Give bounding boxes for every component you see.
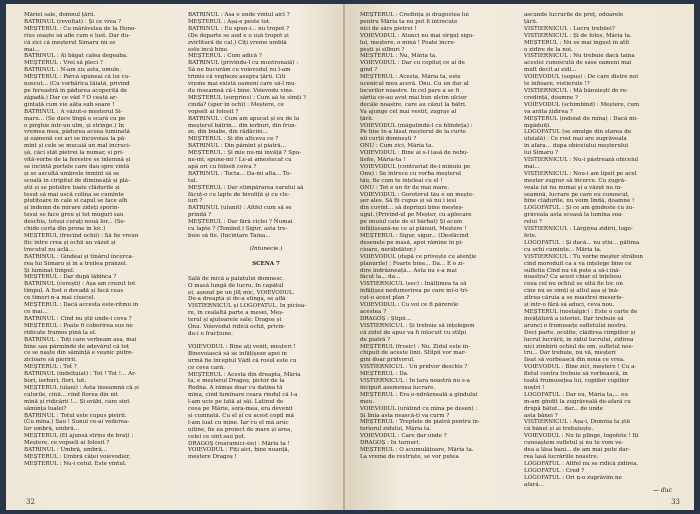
text-line: zitrea căruia a se noastrei meserie- [524, 295, 624, 302]
text-line: Va ajunge cel mai vestit, zugrav al [360, 108, 457, 115]
text-line: VOIEVODUL : Fiți aici, bine nuanță, [188, 447, 290, 454]
text-line: relui ? [524, 219, 542, 226]
text-line: arunci o frumusețe sufletului nostru. [524, 322, 628, 329]
text-line: bine clădurile, nu voim lîndă, doamne ! [524, 198, 635, 205]
text-line: BĂTRÎNUL : Toți care verbeam asa, mai [24, 336, 137, 343]
left-page-column-2 [188, 12, 344, 496]
text-line: VISTIERNICUL : Așa-i, Domnia ta știi [524, 419, 630, 426]
text-line: du înseamnă că-i bine. Voievodu vine. [188, 87, 294, 94]
text-line: și într-o fără să aduci, ceva nou. [524, 302, 615, 309]
text-line: ce mai... [24, 308, 48, 315]
text-line: Pe tine te-a lăsat meșterul de la curte [360, 129, 466, 136]
text-line: grăveala asta scoasă la lumina soa- [524, 212, 624, 219]
text-line: teriorul zidului, Măria ta. [360, 426, 432, 433]
text-line: o zidire de la noi. [524, 46, 573, 53]
text-line: MEȘTERUL (nostalgic) : Este o carte de [524, 308, 638, 315]
text-line: șă, căci stăt pietrei la numar, si pri- [24, 150, 124, 157]
text-line: VISTIERNICUL (sec) : Înălțimea ta să [360, 281, 467, 288]
text-line: că zidul de apus va fi înlocuit cu stîlpi [360, 329, 467, 336]
text-line: LOGOFĂTUL (se smulge din starea de [524, 129, 632, 136]
text-line: VOIEVODUL (schimbînd) : Meștere, cum [524, 101, 640, 108]
text-line: apă ori cu folosit ceiva ? [188, 163, 257, 170]
text-line: lucrul lucrării, în zidul lucrului, zidirea [524, 336, 634, 343]
text-line: sămînța lualei? [24, 405, 67, 412]
text-line: veala lui nu numai și a văzut nu în- [524, 184, 623, 191]
text-line: va arăta zidirea ? [524, 108, 573, 115]
text-line: DRAGOȘ : Știpii... [360, 315, 411, 322]
text-line: MEȘTERUL : Nu, Măria ta. [360, 53, 437, 60]
text-line: BĂTRÎNUL : Asa e unde vîntul aici ? [188, 12, 290, 18]
text-line: BĂTRÎNUL (cerești) : Așa am crezut tot [24, 281, 136, 288]
text-line: deschis, totuși curați nouă lor... (Se- [24, 219, 126, 226]
text-line: acestei cunoscută de sase oameni mai [524, 60, 632, 67]
text-line: BĂTRÎNUL (ulunit) : Altfel cum să se [188, 205, 292, 212]
text-line: VOIEVODUL : Bine ai s-l iasă de nebu- [360, 150, 469, 157]
text-line: MEȘTERUL : Cu mărăvelea de la Hono- [24, 25, 137, 32]
text-line: VOIEVODUL : Cu voi ce fi părerele [360, 302, 459, 309]
text-line: MEȘTERUL : Așa-e peste tot. [188, 18, 271, 25]
text-line: MEȘTERUL : Dar stimpărarea varului aă [188, 184, 304, 191]
text-line: du-i o fracțiune. [188, 330, 233, 337]
text-line: re, în cealaltă parte a mesei, Meș- [188, 310, 284, 317]
text-line: încipuit asemenea lucrare. [360, 384, 436, 391]
text-line: MEȘTERUL : Treptele de piatră pentru în- [360, 419, 480, 426]
text-line: înfățișează-ne ce ai plănuit, Meștere ! [360, 226, 467, 233]
text-line: MEȘTERUL : Tot ? [24, 364, 77, 371]
text-line: VOIEVODUL : Nu te plînge, logofete ! Iți [524, 433, 639, 440]
text-line: VISTIERNICUL : Tu vorbe meșter străbun [524, 253, 643, 260]
text-line: VOIEVODUL : Dar cu copiluț ce ai de [360, 60, 465, 67]
text-line: ce timeri n-a mai ciuecel. [24, 295, 96, 302]
text-line: ridicate frumos pînă la el. [24, 329, 97, 336]
text-line: ascunde lucrurile de preț, odoarele [524, 12, 624, 18]
text-line: MEȘTERUL : Și din altceva ce ? [188, 136, 279, 143]
text-line: zvîrlitură de cal.) Cîți vreme umblă [188, 39, 287, 46]
text-line: țării. [360, 115, 374, 122]
text-line: iuri ? [188, 198, 203, 205]
text-line: din cuvînt... să deprinzi bine meșteș- [360, 205, 464, 212]
text-line: MEȘTERUL : Dar fără ciclei ? Numai [188, 219, 293, 226]
text-line: Să ne bucurăm cu voievodul nu l-am [188, 67, 291, 74]
text-line: BĂTRÎNUL : Tocta... Da-mi alta... To- [188, 170, 292, 177]
text-line: meșterul bătrîn... din ierburi, din frun- [188, 122, 297, 129]
text-line: este încă bine. [188, 46, 229, 53]
text-line: nici de sărs pietrei ! [360, 25, 417, 32]
text-line: BĂTRÎNUL : Din pămînt și piatră... [188, 143, 286, 150]
text-line: ze, din boabe, din rădăcini... [188, 129, 268, 136]
left-page [6, 4, 350, 510]
text-line: mai... [24, 46, 40, 53]
text-line: La vreme de restrîște, se vor putea [360, 454, 459, 460]
text-line: și oamenii cei ari se încovoiau la pă- [24, 136, 127, 143]
text-line: acestea ? [360, 308, 387, 315]
text-line: VISTIERNICUL : Nu trebuie dacă taina [524, 53, 635, 60]
text-line: cu lapte ? (Tomind.) Sigur, asta tre- [188, 226, 288, 233]
text-line: se încîntă portele care dau spre vîntă [24, 163, 130, 170]
right-page-column-2 [524, 12, 680, 496]
text-line: celei ce sînt sau pot. [188, 433, 246, 440]
text-line: fletul contra trebuie să vorbească, în [524, 371, 628, 378]
text-line: BĂTRÎNUL : Totul este cupus pieirii. [24, 412, 127, 419]
text-line: prindă ? [188, 212, 212, 219]
text-line: trimis că vegheze asupra țării. Cîti [188, 74, 286, 81]
text-line: gini doar pridvorul. [360, 357, 415, 364]
text-line: cine nu se simți și altul așa și înă- [524, 288, 619, 295]
text-line: chipuit de aceste linii. Stîlpii vor mar- [360, 350, 467, 357]
text-line: cioare, nerăbdător.) [360, 246, 416, 253]
text-line: LOGOFĂTUL : Și ce am gîndeste cu zu- [524, 205, 635, 212]
text-line: în afara... dupa obiceiului meșterului [524, 143, 629, 150]
text-line: MEȘTERUL : Nu-i cetul. Este vîntul. [24, 460, 127, 467]
text-line: l-am ucis pe tată ai săi. Latinul de [188, 399, 284, 406]
text-line: pe onuiul cate de el bărbat) Și acum [360, 219, 463, 226]
text-line: meșter zugrav să încerce. Cu zugră- [524, 177, 626, 184]
text-line: ceea pe Mărie, sora-mea, era devenit [188, 406, 293, 413]
text-line: de piatră ? [360, 336, 391, 343]
text-line: BĂTRÎNUL : N-am zis asta, omule. [24, 67, 122, 74]
text-line: DRAGOȘ : În turnuri. [360, 440, 421, 447]
text-line: BĂTRÎNUL : Ai băgat calea degeaba. [24, 53, 128, 60]
text-line: ne-mi, spune-mi ! Le-ai amestecat cu [188, 157, 292, 164]
text-line: VISTIERNICUL : Lărgirea zidirii, logo- [524, 226, 633, 233]
page-number-left: 32 [26, 498, 35, 506]
text-line: mînt și cele se mucaiă un mal încruci- [24, 143, 131, 150]
text-line: învățătură a istoriei. Dar trebuie să [524, 315, 624, 322]
text-line: MEȘTERUL : Cum adică ? [188, 53, 262, 60]
text-line: noastra? Cu acest chiar el înțelesu [524, 274, 622, 281]
text-line: MEȘTERUL : O acumulătoare, Măria ta. [360, 447, 474, 454]
text-line: DRAGOȘ (rearamici-sîe) : Măria ta ! [188, 440, 290, 447]
text-line: mînă și ridicării !... Și orăbi, care sînt [24, 398, 130, 405]
text-line: VOIEVODUL : Bine zici, meștere ! Cu a- [524, 364, 637, 371]
text-line: dea a lăsa bani... de am mai pute dar- [524, 447, 631, 454]
text-line: Sală de mică a palatului domnesc. [188, 275, 285, 282]
text-line: fiic între crea și ochii au văzut și [24, 239, 116, 246]
text-line: mai... [524, 163, 540, 170]
text-line: vreme mai există oameni care să-l mu- [188, 81, 297, 88]
text-line: VOIEVODUL (contrariat de-i mînuiu pe [360, 163, 471, 170]
text-line: LOGOFĂTUL : Ori n-o zugrăvim ne [524, 474, 622, 481]
text-line: timpul. A fost o dovadă și facă ceas [24, 288, 124, 295]
text-line: uitîne, fie ea proiect de mare și area, [188, 426, 293, 433]
text-line: o pîrghie într-un ulm, și strînge.) În [24, 122, 124, 129]
text-line: planurile) : Foarte bine... Da... E o zi- [360, 260, 465, 267]
text-line: BĂTRÎNUL : Cînd nu știi unde-i ceva ? [24, 315, 132, 322]
text-line: meștere Dragoș ! [188, 454, 237, 461]
text-line: rea lasă lucrăriile noastre. [524, 454, 599, 460]
text-line: MEȘTERUL : Sigur, sigur... (Desfăcînd [360, 233, 469, 239]
text-line: că zici că meșterul Simaru nu se [24, 39, 116, 46]
text-line: BĂTRÎNUL : Cum am apucat și eu de la [188, 115, 300, 122]
text-line: Onu. Voievodul ridică ochii, privin- [188, 324, 286, 331]
text-line: ugul. (Privind-ul pe Meșter, cu aplecare [360, 212, 472, 219]
text-line: noștri ! [524, 384, 545, 391]
text-line: cunoaștem sufletul și nu te vom ve- [524, 440, 624, 447]
text-line: rius osaște să afle cum e lust. Dar du- [24, 32, 131, 39]
text-line: ONU : Cum zici, Măria ta. [360, 143, 434, 150]
text-line: SCENA 7 [252, 260, 280, 267]
text-line: pești și sîlburi ? [360, 46, 405, 53]
text-line: VOIEVODUL : Care dar unde ? [360, 433, 447, 440]
text-line: și cumnată. Cu el și cu acest copil mă [188, 412, 294, 419]
text-line: Iisat să vorbească din noua ce vrea. [524, 357, 625, 364]
page-turn-catchword: — duc [653, 487, 672, 494]
text-line: BĂTRÎNUL (îndeltuiat) : Tot ! Tot !... Ar- [24, 371, 137, 378]
text-line: gintată cum vie aăta sub soare ! [24, 101, 115, 108]
text-line: BĂTRÎNUL : Gîndeai și tînărul încerca- [24, 253, 134, 260]
text-line: pentru Măria ta nu pot fi întrecute [360, 18, 458, 25]
text-line: ucenicul meu aceră. Onu. Cu un dar al [360, 81, 469, 88]
text-line: De-a dreapta și de-a stînga, se află [188, 296, 286, 303]
text-line: urmă fie începtul Vădi că rosul este cu [188, 357, 297, 364]
text-line: VOIEVODUL : Gorotorul tău e un mește- [360, 191, 475, 198]
text-line: MEȘTERUL : Umbră căței voievodier, [24, 454, 131, 460]
text-line: înfățișez nedumerirea pe care mi-o tri- [360, 288, 469, 295]
text-line: și se ascultă umbrele înmînt să se [24, 170, 120, 177]
text-line: (Cu mîna.) Sau ! Sunui ce-ai vederea- [24, 419, 130, 426]
text-line: MEȘTERUL : Nu se mai îngust în atît [524, 39, 630, 46]
text-line: BĂTRÎNUL : A văzut-o meșterul Si- [24, 108, 123, 115]
text-line: ce ceva cară. [188, 364, 225, 371]
text-line: VISTIERNICUL și LOGOFĂTUL. În picioa- [188, 303, 307, 310]
text-line: MEȘTERUL : Acesta din dreapta, Măria [188, 371, 301, 378]
text-line: MEȘTERUL : Dacă accesta este-ritmu în [24, 302, 139, 309]
text-line: decăle noastre, care au căzut la bătrî. [360, 101, 467, 108]
text-line: uluială) : Ce rost mai are zugrăveala [524, 136, 627, 143]
text-line: Deci parte, ocolite, clădirea cîmpiilor și [524, 329, 636, 336]
text-line: MEȘTERUL : Vrei să pleci ? [24, 60, 103, 67]
text-line: MEȘTERUL (îndoiat de mîna) : Dacă mi- [524, 115, 638, 122]
text-line: lui, meștere, o mînă ! Poate încre- [360, 39, 456, 46]
text-line: chide certa din prone în loc.) [24, 226, 106, 233]
text-line: BĂTRÎNUL (revoltat) : Și ce vrea ? [24, 18, 122, 25]
text-line: meu. [360, 398, 374, 405]
text-line: bine sau părmînde de adevărul că tot [24, 343, 130, 350]
text-line: mîna, cînd lumînare ceara rîndul că l-a [188, 392, 298, 399]
text-line: tru... Dar trebuie, nu vă, meșteri [524, 350, 616, 357]
text-line: MEȘTERUL (El ajunsă strîns de braț) : [24, 433, 134, 440]
text-line: tul. [188, 177, 198, 184]
text-line: lisite, Măria-ta ! [360, 157, 406, 164]
text-line: pe fereastră în pădurea acoperită de [24, 87, 128, 94]
text-line [188, 253, 344, 259]
text-line: dire îndrăzneață... Asta nu s-a mai [360, 267, 457, 274]
text-line: VISTIERNICUL : Și de folos, Măria ta. [524, 32, 632, 39]
text-line: ceea cel nu ochiul se uită fie loc un [524, 281, 623, 288]
text-line: zăpadă.) Dar ce văd ? O ceată ar- [24, 94, 118, 101]
text-line: cu ochi cuminte... Măria ta. [524, 246, 602, 253]
text-line: fete. [524, 233, 537, 239]
text-line: MEȘTERUL (frosic) : Nu. Zidul este în- [360, 343, 470, 350]
text-line: tău, fie cum te înțeleai cu el ! [360, 177, 443, 184]
text-line: MEȘTERUL : Acesta, Măria ta, este [360, 74, 461, 81]
text-line: LOGOFĂTUL : Și dacă... nu știu... pătima [524, 239, 640, 246]
text-line: O masă lungă de lucru. În capătul [188, 282, 284, 289]
text-line: nii curții domnești ? [360, 136, 417, 143]
text-line: trecutul nu aclă... [24, 246, 74, 253]
text-line: lui Simaru ? [524, 150, 558, 157]
text-line: VISTIERNICUL : În țara noastră nu s-a [360, 378, 470, 385]
text-line: MEȘTERUL (surprins) : Cum aă te simți ? [188, 94, 306, 101]
text-line: mult decît ai zidi... [524, 67, 577, 74]
text-line: șer ales. Să fii cupus și să nu i iesi [360, 198, 457, 205]
text-line: maru... (Se duce lîngă o scară cu pe [24, 115, 126, 122]
text-line: VOIEVODUL (după ce privește cu atenție [360, 253, 477, 260]
text-line: MEȘTERUL : Parcă spuneai că lui cu- [24, 74, 131, 81]
text-line: LOGOFĂTUL : Cred ? [524, 467, 585, 474]
text-line: VISTIERNICUL : Lucru trebiiei? [524, 25, 615, 32]
book-spread [6, 4, 694, 510]
text-line: MEȘTERUL : Și mie nu-mi învăță ? Spu- [188, 150, 302, 157]
text-line: tesui se face greu și tot muguri sau [24, 212, 124, 219]
text-line: BĂTRÎNUL (privindu-l cu mustronaiă) : [188, 60, 299, 67]
text-line: Măriei sale, domnul țării. [24, 12, 96, 18]
text-line: culorile, cînii... cînd florea din nit [24, 391, 118, 398]
text-line: sufletiu Cînd nu vă pute a să-i înă- [524, 267, 621, 274]
text-line: tesut să mai uscă colina se cuminte [24, 191, 124, 198]
text-line: VISTIERNICUL : Și trebuie să înțelegem [360, 322, 475, 329]
text-line: VISTIERNICUL : Mă bănuiești de re- [524, 87, 628, 94]
text-line: l-am luat cu mine. Iar cu el mă aruc [188, 419, 289, 426]
text-line: Și linia asta nească-ți va curm ? [360, 412, 450, 419]
text-line: MEȘTERUL : Era o-ndrăzneală a gîndului [360, 391, 478, 398]
text-line: VISTIERNICUL : Un pridvor deschis ? [360, 364, 468, 371]
text-line: MEȘTERUL : Dar după lăbînca ? [24, 274, 117, 281]
text-line: buie să fie. (Încîntare Taina... [188, 233, 271, 239]
text-line: gînd ? [360, 67, 378, 74]
text-line: drupă bătut... dar... de unde [524, 405, 603, 412]
text-line: ta, e meșterul Dragoș, pictor de la [188, 378, 285, 385]
text-line: asta bănei ? [524, 412, 558, 419]
text-line: Onu) : Se întrece cu vorba meșterul [360, 170, 461, 177]
text-line: îngăduiți. [524, 122, 551, 129]
text-line: VOIEVODUL : Atunci nu mai sîrguț sigu- [360, 32, 475, 39]
text-line: plutitoare în cale si capul se face alb [24, 198, 128, 205]
text-line: VISTIERNICUL : Nou-i am lipsit pe acel [524, 170, 637, 177]
text-line: făcut-o cu lapte de bivoliță și cu cle- [188, 191, 290, 198]
text-line: ONU : Tot e un fir de mai mare. [360, 184, 450, 191]
text-line: MEȘTERUL (frecînd ochii) : Să fie vreun [24, 233, 139, 239]
text-line: afară... [524, 481, 544, 488]
text-line: Meștere, ce vopseli ai folosit ? [24, 440, 110, 447]
text-line: BĂTRÎNUL : Umbră, umbră... [24, 447, 108, 454]
text-line: MEȘTERUL : Da. [360, 371, 409, 378]
text-line: cînd moroduit ca a va înțelege bine ce [524, 260, 632, 267]
text-line: vită-vorbe de la ferestre se înlemnă și [24, 157, 131, 164]
text-line: LOGOFĂTUL : Dar eu, Măria ta,... eu [524, 391, 628, 398]
text-line: rea lui Simaru și în a treilea prânzel. [24, 260, 128, 267]
text-line: toată frumusețea lui, copiilor copiilor [524, 378, 630, 385]
text-line: locurilor noastre. În cel pare a se fi [360, 87, 460, 94]
text-line: VOIEVODUL (măgulindu-l cu blîndeța) : [360, 122, 473, 129]
text-line: BĂTRÎNUL : Eu spun-i... nu tropot ? [188, 25, 290, 32]
text-line: ei, așezat pe un jilț mic, VOIEVODUL. [188, 289, 295, 296]
text-line: MEȘTERUL : Poate fi coborîrea sus ne [24, 322, 133, 329]
text-line: (Întunecîe.) [249, 245, 283, 252]
text-line: Binevoiască să se înfățișeze apoi în [188, 350, 287, 357]
text-line: ce se naște din sămînță e veșnic putre- [24, 350, 134, 357]
text-line: m-am gîndit la zugrăveală de-afară cu [524, 398, 631, 405]
text-line: VISTIERNICUL : Nu-i păstrează obiceiul [524, 157, 639, 164]
text-line: făcut la... da... [360, 274, 401, 281]
text-line: te înfioare, vistierule !? [524, 81, 590, 88]
text-line: câ bănei și ai trebuiește. [524, 426, 594, 433]
text-line: sărita ce-au avut mai bun ulcim ulcior [360, 94, 467, 101]
text-line: vopseli ai folosit ? [188, 108, 239, 115]
text-line: terul și ajutoarele sale: Dragoș și [188, 317, 282, 324]
text-line: nici zîmbirii ochiul de om, sufletul nos- [524, 343, 634, 350]
text-line: cînda? (sper în ochi) : Meștere, ce [188, 101, 284, 108]
text-line: zicioare să pieririi. [24, 357, 77, 364]
text-line: scoală în ciripitul de dimineață și plă- [24, 177, 130, 184]
text-line: VOIEVODUL : Bine ați venit, meșteri ! [188, 343, 296, 350]
text-line: MEȘTERUL (ulani) : Asta înseamnă că și [24, 384, 139, 391]
text-line: LOGOFĂTUL : Altfel nu se ridică zidirea. [524, 460, 639, 467]
text-line: vremea mea, pădurea aceea luminată [24, 129, 130, 136]
text-line: seamnă, lucrare pe care eu cunoscut, [524, 191, 630, 198]
text-line: credință, doamne ? [524, 94, 579, 101]
right-page [350, 4, 694, 510]
page-number-right: 33 [671, 498, 680, 506]
text-line: și îndemn de mirare zideți sporin- [24, 205, 120, 212]
text-line: VOIEVODUL (sopus) : De care distre noi [524, 74, 638, 81]
text-line: Și luminat timpul. [24, 267, 75, 274]
text-line: cut-o acest plan ? [360, 295, 410, 302]
text-line: țării. [524, 18, 538, 25]
book-gutter [343, 4, 345, 510]
text-line: (De departe se aud e o ușă tropot și [188, 32, 289, 39]
text-line: bori, ierburi, flori, tot. [24, 378, 87, 385]
text-line: noscut... (Cu vorbărica tăiată, privind [24, 81, 130, 88]
left-page-column-1 [24, 12, 180, 496]
text-line: desenele pe masă, apoi rămîne în pi- [360, 239, 464, 246]
text-line: știi și se potolire toate clădurile și [24, 184, 120, 191]
text-line: MEȘTERUL : Credința și dragostea lui [360, 12, 469, 18]
text-line: VOIEVODUL (urătînd cu mîna pe desen) : [360, 405, 478, 412]
text-line: lor umbră, umbră... [24, 426, 80, 433]
text-line: Rodna. A rămas doar cu datina tă [188, 385, 283, 392]
right-page-column-1 [360, 12, 516, 496]
